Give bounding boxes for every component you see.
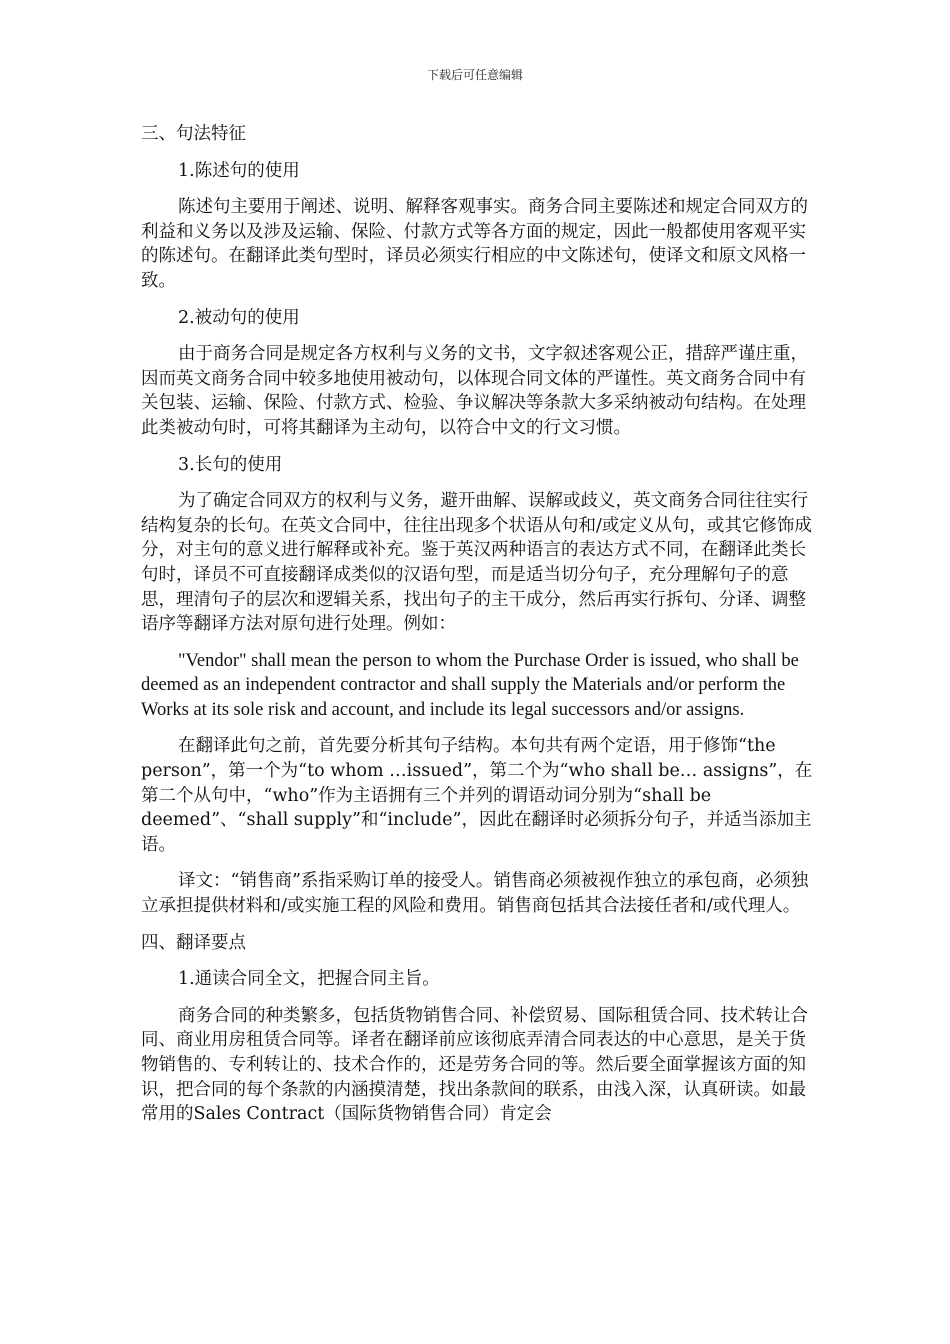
english-example-paragraph: "Vendor" shall mean the person to whom the Purchase Order is issued, who shall be deemed as an independent contractor and shall supply the Materials and/or perform the Works at its sole risk and account, and include its legal successors and/or assigns. <box>141 650 799 720</box>
section-heading: 三、句法特征 <box>141 124 246 144</box>
subsection-heading: 1.通读合同全文，把握合同主旨。 <box>178 969 440 990</box>
subsection-heading: 3.长句的使用 <box>178 454 283 475</box>
body-paragraph: 为了确定合同双方的权利与义务，避开曲解、误解或歧义，英文商务合同往往实行结构复杂的长句。在英文合同中，往往出现多个状语从句和/或定义从句，或其它修饰成分，对主句的意义进行解释或补充。鉴于英汉两种语言的表达方式不同，在翻译此类长句时，译员不可直接翻译成类似的汉语句型，而是适当切分句子，充分理解句子的意思，理清句子的层次和逻辑关系，找出句子的主干成分，然后再实行拆句、分译、调整语序等翻译方法对原句进行处理。例如： <box>141 491 812 635</box>
document-body <box>141 122 813 1139</box>
section-heading: 四、翻译要点 <box>141 932 246 953</box>
subsection-heading: 1.陈述句的使用 <box>178 160 300 181</box>
body-paragraph: 由于商务合同是规定各方权利与义务的文书，文字叙述客观公正，措辞严谨庄重，因而英文商务合同中较多地使用被动句，以体现合同文体的严谨性。英文商务合同中有关包装、运输、保险、付款方式、检验、争议解决等条款大多采纳被动句结构。在处理此类被动句时，可将其翻译为主动句，以符合中文的行文习惯。 <box>141 344 808 438</box>
body-paragraph: 陈述句主要用于阐述、说明、解释客观事实。商务合同主要陈述和规定合同双方的利益和义务以及涉及运输、保险、付款方式等各方面的规定，因此一般都使用客观平实的陈述句。在翻译此类句型时，译员必须实行相应的中文陈述句，使译文和原文风格一致。 <box>141 197 808 291</box>
body-paragraph: 在翻译此句之前，首先要分析其句子结构。本句共有两个定语，用于修饰“the person”，第一个为“to whom …issued”，第二个为“who shall be… assigns”，在第二个从句中，“who”作为主语拥有三个并列的谓语动词分别为“shall be deemed”、“shall supply”和“include”，因此在翻译时必须拆分句子，并适当添加主语。 <box>141 736 813 855</box>
subsection-heading: 2.被动句的使用 <box>178 307 300 328</box>
page-header: 下载后可任意编辑 <box>426 68 523 82</box>
body-paragraph: 商务合同的种类繁多，包括货物销售合同、补偿贸易、国际租赁合同、技术转让合同、商业用房租赁合同等。译者在翻译前应该彻底弄清合同表达的中心意思，是关于货物销售的、专利转让的、技术合作的，还是劳务合同的等。然后要全面掌握该方面的知识，把合同的每个条款的内涵摸清楚，找出条款间的联系，由浅入深，认真研读。如最常用的Sales Contract（国际货物销售合同）肯定会 <box>141 1005 808 1125</box>
translation-paragraph: 译文：“销售商”系指采购订单的接受人。销售商必须被视作独立的承包商，必须独立承担提供材料和/或实施工程的风险和费用。销售商包括其合法接任者和/或代理人。 <box>141 871 809 917</box>
